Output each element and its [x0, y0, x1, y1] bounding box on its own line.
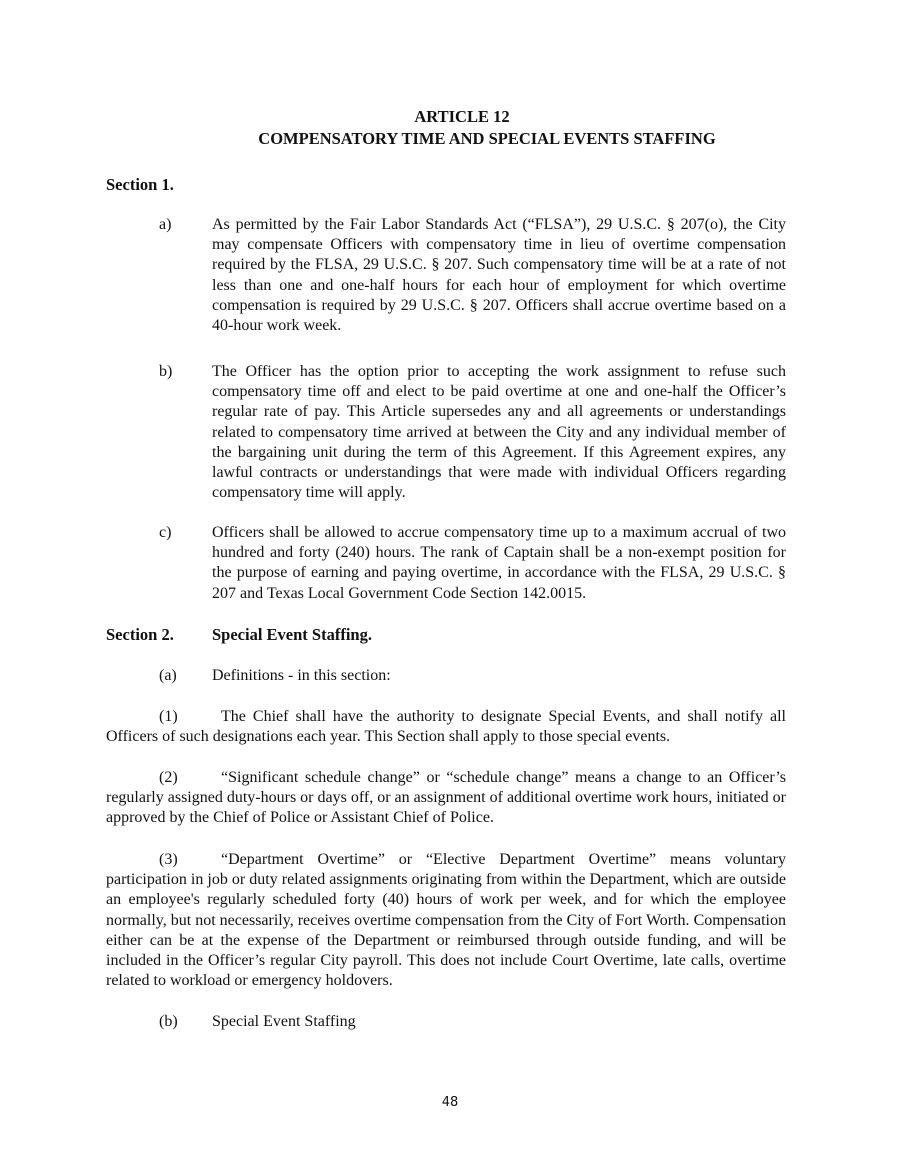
section-2-label: Section 2.: [106, 625, 174, 644]
item-marker: c): [159, 524, 172, 541]
paragraph-text: The Chief shall have the authority to designate Special Events, and shall notify all Officers of such designations each year. This Section shall apply to those special events.: [106, 708, 786, 746]
article-title: ARTICLE 12: [414, 107, 510, 126]
page-number: 48: [441, 1095, 459, 1110]
definition-paragraph-1: [106, 707, 786, 747]
definition-paragraph-3: [106, 850, 786, 991]
item-text: Special Event Staffing: [212, 1013, 356, 1030]
item-marker: (b): [159, 1013, 178, 1030]
section-2-title: Special Event Staffing.: [212, 625, 372, 644]
paragraph-text: “Department Overtime” or “Elective Department Overtime” means voluntary participation in job or duty related assignments originating from within the Department, which are outside an employee's regularly scheduled forty (40) hours of work per week, and for which the employee normally, but not necessarily, receives overtime compensation from the City of Fort Worth. Compensation either can be at the expense of the Department or reimbursed through outside funding, and will be included in the Officer’s regular City payroll. This does not include Court Overtime, late calls, overtime related to workload or emergency holdovers.: [106, 851, 786, 990]
paragraph-number: (3): [159, 851, 178, 868]
section-1-label: Section 1.: [106, 175, 174, 194]
article-subtitle: COMPENSATORY TIME AND SPECIAL EVENTS STAFFING: [258, 129, 716, 148]
paragraph-number: (2): [159, 769, 178, 786]
section-2-heading: [106, 625, 372, 645]
paragraph-text: “Significant schedule change” or “schedule change” means a change to an Officer’s regularly assigned duty-hours or days off, or an assignment of additional overtime work hours, initiated or approved by the Chief of Police or Assistant Chief of Police.: [106, 769, 786, 827]
section-1-heading: [106, 175, 212, 195]
item-marker: a): [159, 216, 172, 233]
item-text: As permitted by the Fair Labor Standards Act (“FLSA”), 29 U.S.C. § 207(o), the City may compensate Officers with compensatory time in lieu of overtime compensation required by the FLSA, 29 U.S.C. § 207. Such compensatory time will be at a rate of not less than one and one-half hours for each hour of employment for which overtime compensation is required by 29 U.S.C. § 207. Officers shall accrue overtime based on a 40-hour work week.: [212, 216, 786, 335]
paragraph-number: (1): [159, 708, 178, 725]
item-text: Definitions - in this section:: [212, 667, 391, 684]
item-marker: (a): [159, 667, 177, 684]
item-text: The Officer has the option prior to accepting the work assignment to refuse such compensatory time off and elect to be paid overtime at one and one-half the Officer’s regular rate of pay. This Article supersedes any and all agreements or understandings related to compensatory time arrived at between the City and any individual member of the bargaining unit during the term of this Agreement. If this Agreement expires, any lawful contracts or understandings that were made with individual Officers regarding compensatory time will apply.: [212, 363, 786, 502]
item-text: Officers shall be allowed to accrue compensatory time up to a maximum accrual of two hundred and forty (240) hours. The rank of Captain shall be a non-exempt position for the purpose of earning and paying overtime, in accordance with the FLSA, 29 U.S.C. § 207 and Texas Local Government Code Section 142.0015.: [212, 524, 786, 602]
definition-paragraph-2: [106, 768, 786, 829]
item-marker: b): [159, 363, 173, 380]
